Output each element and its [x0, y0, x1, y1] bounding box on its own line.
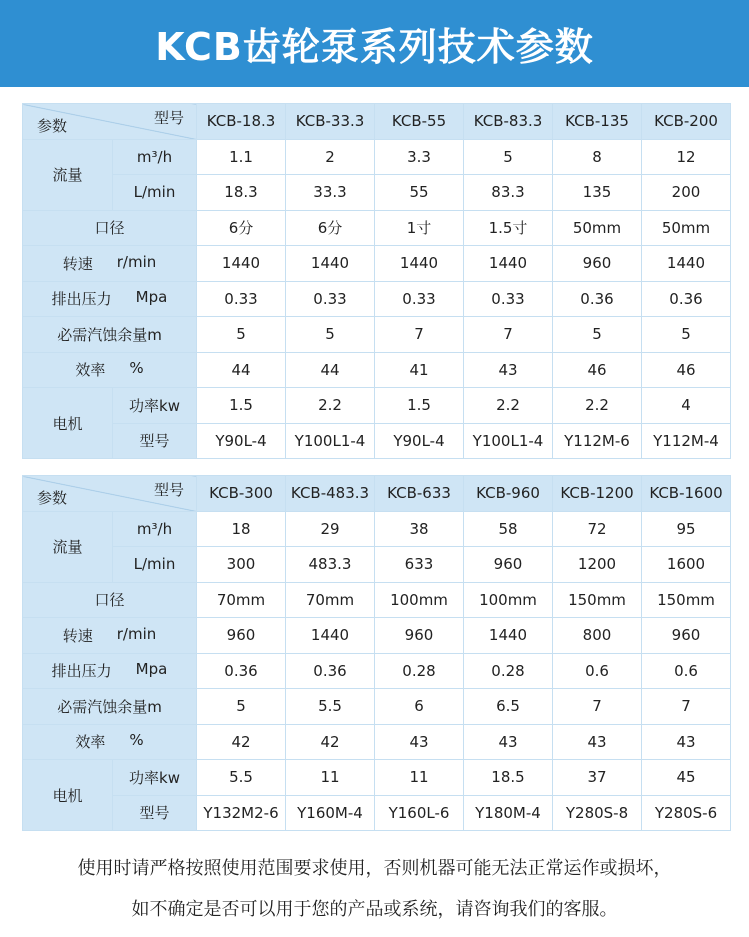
row-pressure-name: 排出压力: [51, 662, 112, 681]
row-motor-model: [23, 423, 731, 459]
cell-flow-m3h: 1.1: [197, 139, 286, 175]
cell-npsh: 5: [553, 317, 642, 353]
cell-caliber: 50mm: [553, 210, 642, 246]
row-efficiency-label: [23, 352, 197, 388]
row-speed-label: [23, 246, 197, 282]
motor-label: 电机: [23, 760, 113, 831]
cell-efficiency: 44: [197, 352, 286, 388]
cell-speed: 800: [553, 618, 642, 654]
cell-flow-lmin: 55: [375, 175, 464, 211]
cell-efficiency: 46: [642, 352, 731, 388]
model-name: KCB-633: [375, 476, 464, 512]
cell-flow-m3h: 18: [197, 511, 286, 547]
page-title: KCB齿轮泵系列技术参数: [155, 25, 594, 69]
cell-flow-lmin: 1600: [642, 547, 731, 583]
cell-power: 2.2: [464, 388, 553, 424]
row-efficiency-label-group: [23, 359, 196, 380]
cell-flow-lmin: 33.3: [286, 175, 375, 211]
flow-unit-lmin: L/min: [113, 175, 197, 211]
row-pressure-unit: Mpa: [135, 288, 168, 307]
cell-flow-m3h: 38: [375, 511, 464, 547]
row-flow-m3h: [23, 139, 731, 175]
cell-motor-model: Y160M-4: [286, 795, 375, 831]
cell-power: 37: [553, 760, 642, 796]
header-row: [23, 476, 731, 512]
row-efficiency: [23, 352, 731, 388]
cell-power: 1.5: [197, 388, 286, 424]
cell-caliber: 6分: [286, 210, 375, 246]
cell-pressure: 0.33: [197, 281, 286, 317]
row-pressure-label: [23, 281, 197, 317]
cell-efficiency: 41: [375, 352, 464, 388]
cell-speed: 1440: [375, 246, 464, 282]
cell-motor-model: Y100L1-4: [464, 423, 553, 459]
power-label: 功率kw: [113, 760, 197, 796]
cell-pressure: 0.33: [286, 281, 375, 317]
cell-motor-model: Y90L-4: [197, 423, 286, 459]
cell-npsh: 7: [464, 317, 553, 353]
cell-caliber: 70mm: [286, 582, 375, 618]
cell-speed: 1440: [197, 246, 286, 282]
header-corner: [23, 476, 197, 512]
cell-flow-lmin: 135: [553, 175, 642, 211]
model-name: KCB-18.3: [197, 104, 286, 140]
row-efficiency: [23, 724, 731, 760]
cell-npsh: 5: [286, 317, 375, 353]
cell-caliber: 6分: [197, 210, 286, 246]
cell-caliber: 100mm: [375, 582, 464, 618]
cell-npsh: 6.5: [464, 689, 553, 725]
flow-label: 流量: [23, 139, 113, 210]
model-name: KCB-135: [553, 104, 642, 140]
cell-efficiency: 42: [286, 724, 375, 760]
row-motor-power: [23, 760, 731, 796]
cell-efficiency: 43: [375, 724, 464, 760]
cell-power: 2.2: [286, 388, 375, 424]
row-speed-label: [23, 618, 197, 654]
cell-npsh: 7: [553, 689, 642, 725]
cell-flow-lmin: 960: [464, 547, 553, 583]
cell-efficiency: 43: [553, 724, 642, 760]
row-pressure: [23, 653, 731, 689]
cell-npsh: 5: [642, 317, 731, 353]
cell-speed: 1440: [286, 246, 375, 282]
row-speed-unit: r/min: [116, 252, 157, 271]
motor-label: 电机: [23, 388, 113, 459]
cell-caliber: 100mm: [464, 582, 553, 618]
cell-power: 18.5: [464, 760, 553, 796]
cell-motor-model: Y160L-6: [375, 795, 464, 831]
spec-table-2: [22, 475, 731, 831]
row-flow-m3h: [23, 511, 731, 547]
row-speed-unit: r/min: [116, 624, 157, 643]
cell-flow-m3h: 72: [553, 511, 642, 547]
cell-efficiency: 44: [286, 352, 375, 388]
row-caliber: [23, 582, 731, 618]
cell-power: 5.5: [197, 760, 286, 796]
header-row: [23, 104, 731, 140]
cell-caliber: 1寸: [375, 210, 464, 246]
cell-efficiency: 46: [553, 352, 642, 388]
cell-speed: 960: [553, 246, 642, 282]
row-pressure-label-group: [23, 660, 196, 681]
cell-motor-model: Y112M-4: [642, 423, 731, 459]
cell-npsh: 5.5: [286, 689, 375, 725]
cell-flow-m3h: 2: [286, 139, 375, 175]
flow-unit-m3h: m³/h: [113, 139, 197, 175]
npsh-label: 必需汽蚀余量m: [23, 317, 197, 353]
cell-caliber: 150mm: [642, 582, 731, 618]
model-name: KCB-200: [642, 104, 731, 140]
header-corner: [23, 104, 197, 140]
row-caliber: [23, 210, 731, 246]
cell-flow-lmin: 483.3: [286, 547, 375, 583]
cell-flow-lmin: 1200: [553, 547, 642, 583]
cell-flow-m3h: 95: [642, 511, 731, 547]
row-speed-name: 转速: [62, 626, 93, 645]
cell-npsh: 7: [375, 317, 464, 353]
row-speed-label-group: [23, 625, 196, 646]
cell-pressure: 0.36: [553, 281, 642, 317]
row-flow-lmin: [23, 547, 731, 583]
cell-power: 11: [286, 760, 375, 796]
cell-caliber: 150mm: [553, 582, 642, 618]
model-name: KCB-33.3: [286, 104, 375, 140]
model-name: KCB-483.3: [286, 476, 375, 512]
cell-speed: 1440: [464, 246, 553, 282]
cell-pressure: 0.6: [553, 653, 642, 689]
cell-pressure: 0.28: [375, 653, 464, 689]
row-speed-name: 转速: [62, 254, 93, 273]
cell-flow-m3h: 3.3: [375, 139, 464, 175]
cell-motor-model: Y132M2-6: [197, 795, 286, 831]
cell-flow-m3h: 8: [553, 139, 642, 175]
cell-efficiency: 43: [464, 724, 553, 760]
cell-flow-lmin: 633: [375, 547, 464, 583]
cell-caliber: 50mm: [642, 210, 731, 246]
caliber-label: 口径: [23, 210, 197, 246]
cell-flow-lmin: 200: [642, 175, 731, 211]
cell-motor-model: Y90L-4: [375, 423, 464, 459]
row-pressure: [23, 281, 731, 317]
flow-unit-lmin: L/min: [113, 547, 197, 583]
cell-motor-model: Y180M-4: [464, 795, 553, 831]
row-motor-power: [23, 388, 731, 424]
cell-power: 1.5: [375, 388, 464, 424]
row-efficiency-name: 效率: [75, 733, 106, 752]
cell-flow-m3h: 58: [464, 511, 553, 547]
caliber-label: 口径: [23, 582, 197, 618]
cell-power: 2.2: [553, 388, 642, 424]
spec-table-1: [22, 103, 731, 459]
row-efficiency-unit: %: [129, 359, 144, 378]
row-flow-lmin: [23, 175, 731, 211]
footer-note-2: 如不确定是否可以用于您的产品或系统，请咨询我们的客服。: [131, 899, 618, 920]
cell-motor-model: Y112M-6: [553, 423, 642, 459]
row-motor-model: [23, 795, 731, 831]
row-pressure-name: 排出压力: [51, 290, 112, 309]
cell-speed: 960: [375, 618, 464, 654]
flow-label: 流量: [23, 511, 113, 582]
cell-speed: 1440: [464, 618, 553, 654]
npsh-label: 必需汽蚀余量m: [23, 689, 197, 725]
row-speed-label-group: [23, 253, 196, 274]
cell-npsh: 6: [375, 689, 464, 725]
row-efficiency-name: 效率: [75, 361, 106, 380]
cell-flow-lmin: 83.3: [464, 175, 553, 211]
row-pressure-label-group: [23, 288, 196, 309]
cell-speed: 960: [642, 618, 731, 654]
motor-model-label: 型号: [113, 795, 197, 831]
cell-motor-model: Y100L1-4: [286, 423, 375, 459]
model-name: KCB-83.3: [464, 104, 553, 140]
cell-pressure: 0.36: [286, 653, 375, 689]
row-efficiency-unit: %: [129, 731, 144, 750]
cell-flow-lmin: 300: [197, 547, 286, 583]
cell-flow-m3h: 12: [642, 139, 731, 175]
model-name: KCB-55: [375, 104, 464, 140]
cell-flow-m3h: 29: [286, 511, 375, 547]
cell-speed: 960: [197, 618, 286, 654]
cell-efficiency: 43: [464, 352, 553, 388]
row-pressure-unit: Mpa: [135, 660, 168, 679]
cell-caliber: 1.5寸: [464, 210, 553, 246]
cell-npsh: 7: [642, 689, 731, 725]
model-name: KCB-1200: [553, 476, 642, 512]
cell-efficiency: 43: [642, 724, 731, 760]
row-pressure-label: [23, 653, 197, 689]
model-name: KCB-960: [464, 476, 553, 512]
row-efficiency-label: [23, 724, 197, 760]
cell-motor-model: Y280S-6: [642, 795, 731, 831]
row-npsh: [23, 689, 731, 725]
cell-pressure: 0.28: [464, 653, 553, 689]
cell-npsh: 5: [197, 689, 286, 725]
title-banner: [0, 0, 749, 87]
flow-unit-m3h: m³/h: [113, 511, 197, 547]
motor-model-label: 型号: [113, 423, 197, 459]
model-header-label: 型号: [153, 481, 184, 499]
cell-speed: 1440: [286, 618, 375, 654]
cell-pressure: 0.36: [642, 281, 731, 317]
model-name: KCB-1600: [642, 476, 731, 512]
cell-caliber: 70mm: [197, 582, 286, 618]
row-efficiency-label-group: [23, 731, 196, 752]
model-header-label: 型号: [153, 109, 184, 127]
model-name: KCB-300: [197, 476, 286, 512]
cell-pressure: 0.6: [642, 653, 731, 689]
cell-power: 45: [642, 760, 731, 796]
row-npsh: [23, 317, 731, 353]
cell-flow-m3h: 5: [464, 139, 553, 175]
cell-npsh: 5: [197, 317, 286, 353]
footer-note-1: 使用时请严格按照使用范围要求使用，否则机器可能无法正常运作或损坏，: [77, 858, 672, 879]
param-header-label: 参数: [37, 488, 68, 507]
cell-efficiency: 42: [197, 724, 286, 760]
row-speed: [23, 246, 731, 282]
cell-motor-model: Y280S-8: [553, 795, 642, 831]
cell-power: 11: [375, 760, 464, 796]
cell-pressure: 0.33: [375, 281, 464, 317]
cell-speed: 1440: [642, 246, 731, 282]
cell-pressure: 0.36: [197, 653, 286, 689]
cell-power: 4: [642, 388, 731, 424]
cell-flow-lmin: 18.3: [197, 175, 286, 211]
row-speed: [23, 618, 731, 654]
power-label: 功率kw: [113, 388, 197, 424]
param-header-label: 参数: [37, 116, 68, 135]
cell-pressure: 0.33: [464, 281, 553, 317]
